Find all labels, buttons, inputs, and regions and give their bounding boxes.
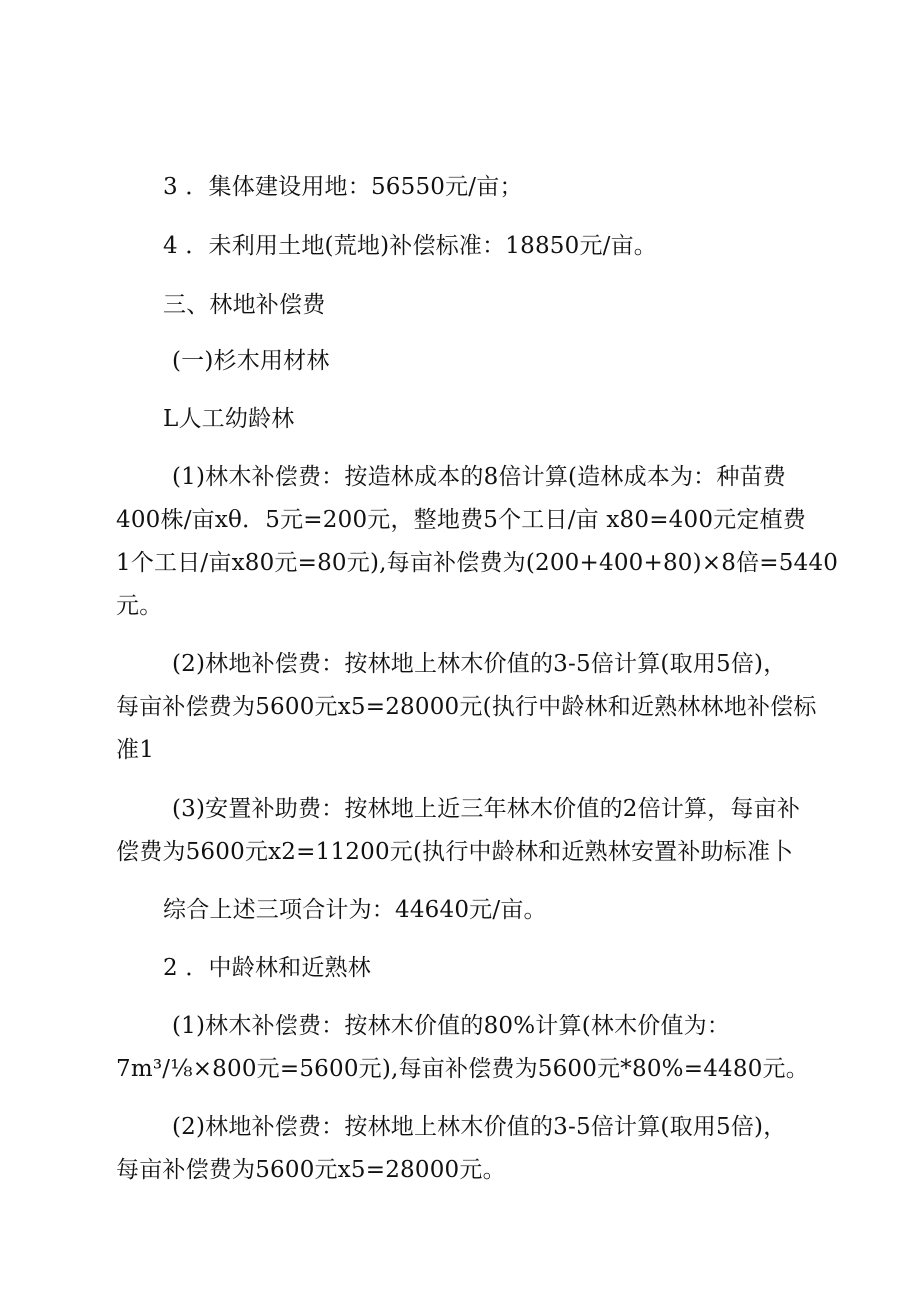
text-line: 每亩补偿费为5600元x5=28000元(执行中龄林和近熟林林地补偿标 — [116, 694, 817, 720]
text-line: (1)林木补偿费：按林木价值的80%计算(林木价值为： — [172, 1013, 731, 1039]
text-line: 准1 — [116, 737, 155, 763]
text-line: 400株/亩xθ．5元=200元，整地费5个工日/亩 x80=400元定植费 — [116, 507, 806, 533]
section-heading: 三、林地补偿费 — [163, 292, 326, 318]
text-line: (3)安置补助费：按林地上近三年林木价值的2倍计算，每亩补 — [172, 796, 801, 822]
text-line: 偿费为5600元x2=11200元(执行中龄林和近熟林安置补助标准卜 — [116, 839, 794, 865]
text-line: 1个工日/亩x80元=80元),每亩补偿费为(200+400+80)×8倍=5440 — [116, 550, 839, 576]
text-line: 综合上述三项合计为：44640元/亩。 — [163, 897, 547, 923]
text-line: (2)林地补偿费：按林地上林木价值的3-5倍计算(取用5倍)， — [172, 651, 787, 677]
subsection-heading: (一)杉木用材林 — [172, 348, 330, 374]
text-line: 7m³/⅛×800元=5600元),每亩补偿费为5600元*80%=4480元。 — [116, 1056, 809, 1082]
text-line: (1)林木补偿费：按造林成本的8倍计算(造林成本为：种苗费 — [172, 464, 786, 490]
text-line: 每亩补偿费为5600元x5=28000元。 — [116, 1157, 506, 1183]
text-line: 3 ．集体建设用地：56550元/亩； — [163, 174, 523, 200]
subsection-heading: 2 ．中龄林和近熟林 — [163, 955, 371, 981]
text-line: 元。 — [116, 593, 163, 619]
subsection-heading: L人工幼龄林 — [163, 406, 295, 432]
text-line: (2)林地补偿费：按林地上林木价值的3-5倍计算(取用5倍)， — [172, 1114, 787, 1140]
text-line: 4 ．未利用土地(荒地)补偿标准：18850元/亩。 — [163, 233, 658, 259]
